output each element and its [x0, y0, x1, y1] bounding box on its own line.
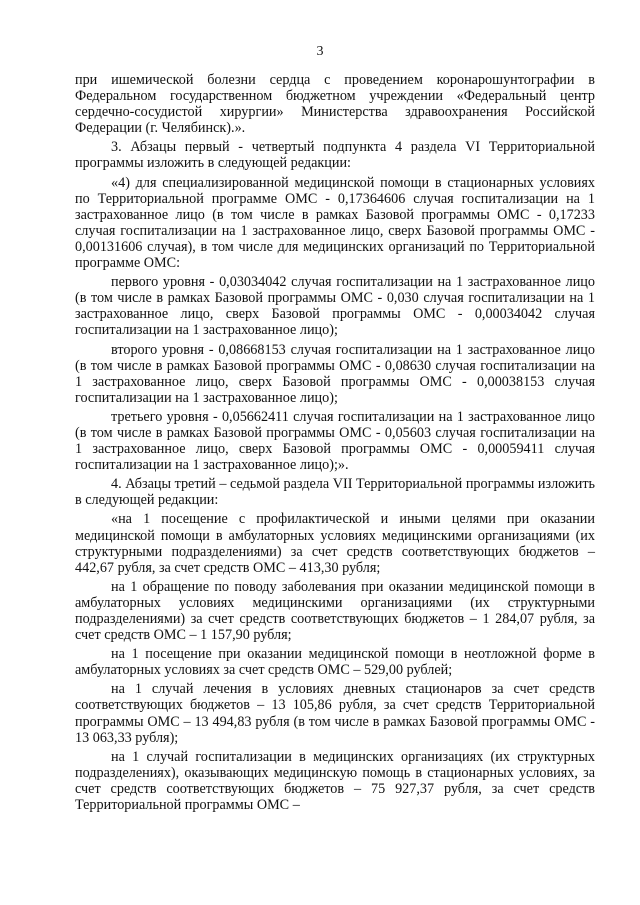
- paragraph-continuation: при ишемической болезни сердца с проведением коронарошунтографии в Федеральном государственном бюджетном учреждении «Федеральный центр сердечно-сосудистой хирургии» Министерства здравоохранения Российской Федерации (г. Челябинск).».: [75, 72, 595, 137]
- paragraph-day-hospital: на 1 случай лечения в условиях дневных стационаров за счет средств соответствующих бюджетов – 13 105,86 рубля, за счет средств Территориальной программы ОМС – 13 494,83 рубля (в том числе в рамках Базовой программы ОМС - 13 063,33 рубля);: [75, 681, 595, 746]
- page-number: 3: [316, 44, 324, 59]
- document-body: [75, 72, 595, 813]
- paragraph-second-level: второго уровня - 0,08668153 случая госпитализации на 1 застрахованное лицо (в том числе в рамках Базовой программы ОМС - 0,08630 случая госпитализации на 1 застрахованное лицо, сверх Базовой программы ОМС - 0,00038153 случая госпитализации на 1 застрахованное лицо);: [75, 341, 595, 406]
- paragraph-third-level: третьего уровня - 0,05662411 случая госпитализации на 1 застрахованное лицо (в том числе в рамках Базовой программы ОМС - 0,05603 случая госпитализации на 1 застрахованное лицо, сверх Базовой программы ОМС - 0,00059411 случая госпитализации на 1 застрахованное лицо);».: [75, 408, 595, 474]
- paragraph-subitem-4: «4) для специализированной медицинской помощи в стационарных условиях по Территориальной программе ОМС - 0,17364606 случая госпитализации на 1 застрахованное лицо (в том числе в рамках Базовой программы ОМС - 0,17233 случая госпитализации на 1 застрахованное лицо, сверх Базовой программы ОМС - 0,00131606 случая), в том числе для медицинских организаций по Территориальной программе ОМС:: [75, 174, 595, 272]
- paragraph-urgent-visit: на 1 посещение при оказании медицинской помощи в неотложной форме в амбулаторных условиях за счет средств ОМС – 529,00 рублей;: [75, 646, 595, 679]
- paragraph-hospitalization: на 1 случай госпитализации в медицинских организациях (их структурных подразделениях), оказывающих медицинскую помощь в стационарных условиях, за счет средств соответствующих бюджетов – 75 927,37 рубля, за счет средств Территориальной программы ОМС –: [75, 748, 595, 814]
- paragraph-disease-appeal: на 1 обращение по поводу заболевания при оказании медицинской помощи в амбулаторных условиях медицинскими организациями (их структурными подразделениями) за счет средств соответствующих бюджетов – 1 284,07 рубля, за счет средств ОМС – 1 157,90 рубля;: [75, 578, 595, 644]
- paragraph-item-4: 4. Абзацы третий – седьмой раздела VII Территориальной программы изложить в следующей редакции:: [75, 476, 595, 509]
- paragraph-item-3: 3. Абзацы первый - четвертый подпункта 4 раздела VI Территориальной программы изложить в следующей редакции:: [75, 139, 595, 172]
- paragraph-preventive-visit: «на 1 посещение с профилактической и иными целями при оказании медицинской помощи в амбулаторных условиях медицинскими организациями (их структурными подразделениями) за счет средств соответствующих бюджетов – 442,67 рубля, за счет средств ОМС – 413,30 рубля;: [75, 511, 595, 576]
- paragraph-first-level: первого уровня - 0,03034042 случая госпитализации на 1 застрахованное лицо (в том числе в рамках Базовой программы ОМС - 0,030 случая госпитализации на 1 застрахованное лицо, сверх Базовой программы ОМС - 0,00034042 случая госпитализации на 1 застрахованное лицо);: [75, 274, 595, 339]
